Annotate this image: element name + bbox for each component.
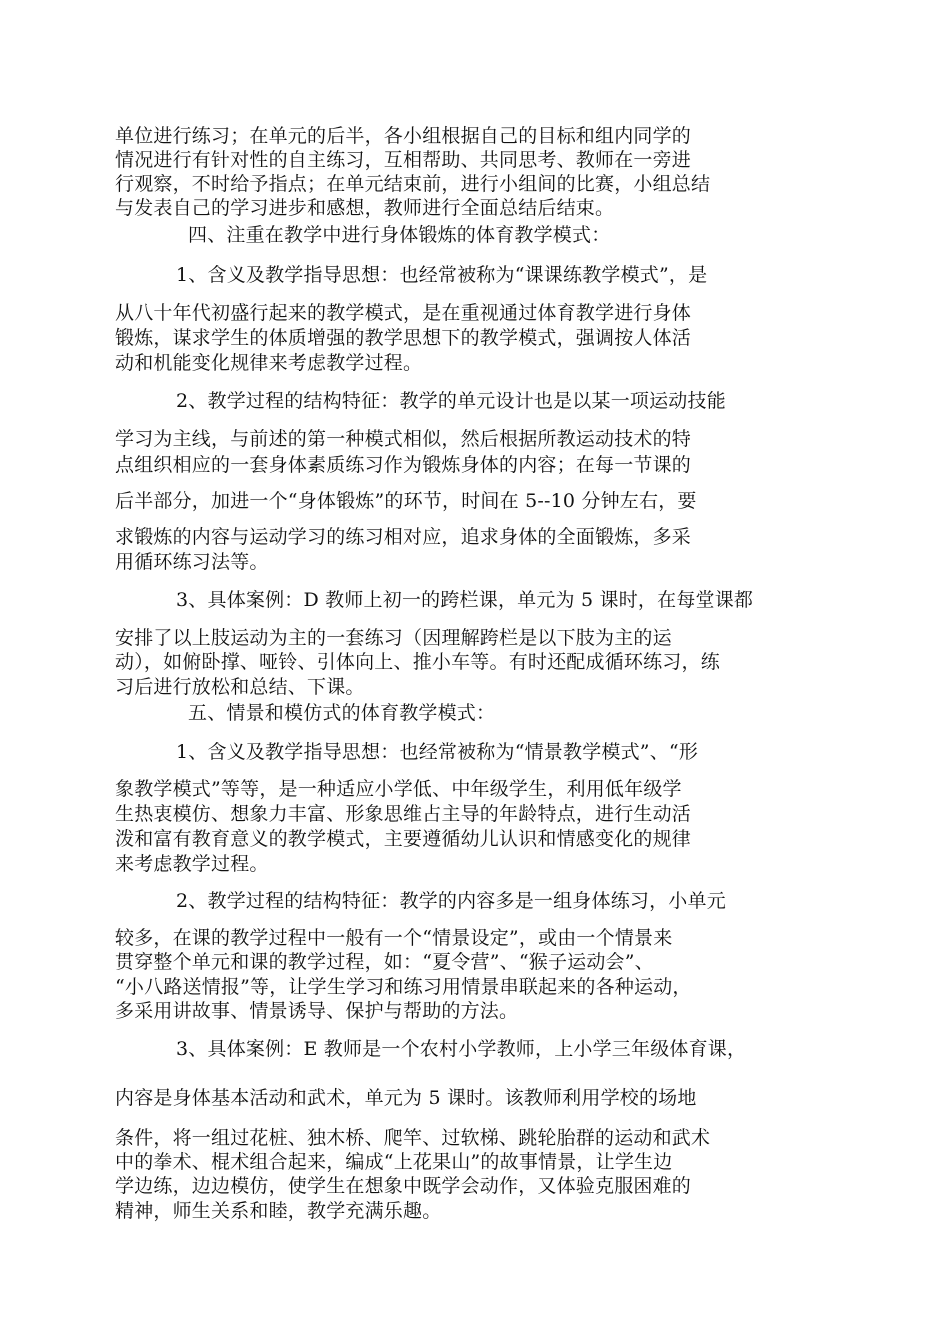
text-line: 1、含义及教学指导思想：也经常被称为“情景教学模式”、“形 bbox=[176, 741, 699, 763]
text-line: 情况进行有针对性的自主练习，互相帮助、共同思考、教师在一旁进 bbox=[115, 149, 692, 171]
text-line: 2、教学过程的结构特征：教学的单元设计也是以某一项运动技能 bbox=[176, 390, 726, 412]
text-line: 泼和富有教育意义的教学模式，主要遵循幼儿认识和情感变化的规律 bbox=[115, 828, 692, 850]
section-heading: 五、情景和模仿式的体育教学模式： bbox=[188, 702, 496, 724]
text-line: 点组织相应的一套身体素质练习作为锻炼身体的内容；在每一节课的 bbox=[115, 454, 692, 476]
text-line: 动），如俯卧撑、哑铃、引体向上、推小车等。有时还配成循环练习，练 bbox=[115, 651, 720, 673]
text-line: 求锻炼的内容与运动学习的练习相对应，追求身体的全面锻炼，多采 bbox=[115, 526, 692, 548]
text-line: 从八十年代初盛行起来的教学模式，是在重视通过体育教学进行身体 bbox=[115, 302, 692, 324]
text-line: 2、教学过程的结构特征：教学的内容多是一组身体练习，小单元 bbox=[176, 890, 726, 912]
text-line: 象教学模式”等等，是一种适应小学低、中年级学生，利用低年级学 bbox=[115, 778, 682, 800]
text-line: 精神，师生关系和睦，教学充满乐趣。 bbox=[115, 1200, 442, 1222]
text-line: 后半部分，加进一个“身体锻炼”的环节，时间在 5--10 分钟左右，要 bbox=[115, 490, 697, 512]
text-line: 与发表自己的学习进步和感想，教师进行全面总结后结束。 bbox=[115, 197, 615, 219]
text-line: 生热衷模仿、想象力丰富、形象思维占主导的年龄特点，进行生动活 bbox=[115, 803, 692, 825]
text-line: 条件，将一组过花桩、独木桥、爬竿、过软梯、跳轮胎群的运动和武术 bbox=[115, 1127, 711, 1149]
text-line: 安排了以上肢运动为主的一套练习（因理解跨栏是以下肢为主的运 bbox=[115, 627, 672, 649]
text-line: 较多，在课的教学过程中一般有一个“情景设定”，或由一个情景来 bbox=[115, 927, 673, 949]
text-line: 学习为主线，与前述的第一种模式相似，然后根据所教运动技术的特 bbox=[115, 428, 692, 450]
text-line: 来考虑教学过程。 bbox=[115, 853, 269, 875]
text-line: 1、含义及教学指导思想：也经常被称为“课课练教学模式”，是 bbox=[176, 264, 708, 286]
text-line: 学边练，边边模仿，使学生在想象中既学会动作，又体验克服困难的 bbox=[115, 1175, 692, 1197]
text-line: 中的拳术、棍术组合起来，编成“上花果山”的故事情景，让学生边 bbox=[115, 1151, 673, 1173]
text-line: 多采用讲故事、情景诱导、保护与帮助的方法。 bbox=[115, 1000, 519, 1022]
text-line: 内容是身体基本活动和武术，单元为 5 课时。该教师利用学校的场地 bbox=[115, 1087, 697, 1109]
text-line: 锻炼，谋求学生的体质增强的教学思想下的教学模式，强调按人体活 bbox=[115, 327, 692, 349]
text-line: 用循环练习法等。 bbox=[115, 551, 269, 573]
text-line: 3、具体案例：E 教师是一个农村小学教师，上小学三年级体育课， bbox=[176, 1038, 747, 1060]
text-line: 动和机能变化规律来考虑教学过程。 bbox=[115, 352, 423, 374]
text-line: 3、具体案例：D 教师上初一的跨栏课，单元为 5 课时，在每堂课都 bbox=[176, 589, 754, 611]
text-line: “小八路送情报”等，让学生学习和练习用情景串联起来的各种运动， bbox=[115, 976, 692, 998]
text-line: 贯穿整个单元和课的教学过程，如：“夏令营”、“猴子运动会”、 bbox=[115, 951, 654, 973]
text-line: 单位进行练习；在单元的后半，各小组根据自己的目标和组内同学的 bbox=[115, 125, 692, 147]
section-heading: 四、注重在教学中进行身体锻炼的体育教学模式： bbox=[188, 224, 611, 246]
text-line: 习后进行放松和总结、下课。 bbox=[115, 676, 365, 698]
text-line: 行观察，不时给予指点；在单元结束前，进行小组间的比赛，小组总结 bbox=[115, 173, 711, 195]
